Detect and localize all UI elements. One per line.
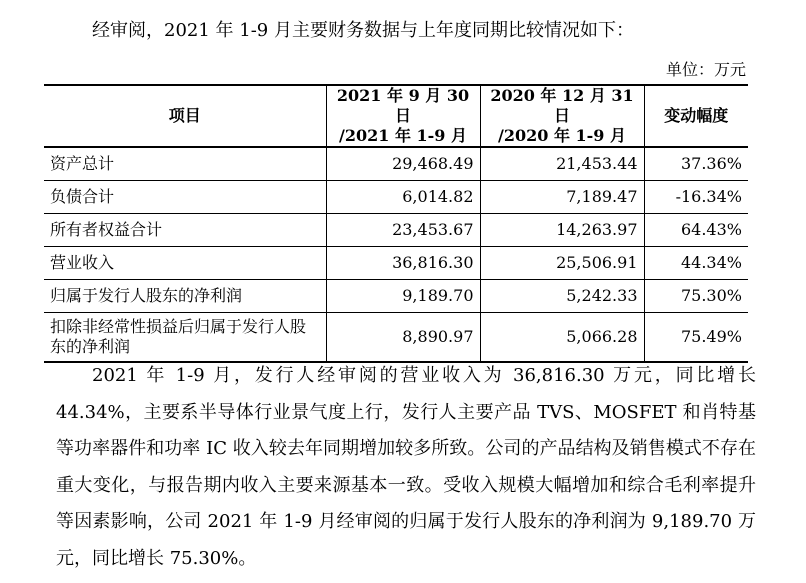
change-value: 75.30%: [644, 279, 748, 312]
header-item: 项目: [168, 106, 201, 125]
table-row: [44, 147, 748, 180]
header-2020-line1: 2020 年 12 月 31 日: [490, 86, 634, 125]
value-2021: 6,014.82: [326, 180, 480, 213]
table-row: [44, 213, 748, 246]
body-paragraph: 2021 年 1-9 月，发行人经审阅的营业收入为 36,816.30 万元，同比增长 44.34%，主要系半导体行业景气度上行，发行人主要产品 TVS、MOSFET 和肖特基等功率器件和功率 IC 收入较去年同期增加较多所致。公司的产品结构及销售模式不存在重大变化，与报告期内收入主要来源基本一致。受收入规模大幅增加和综合毛利率提升等因素影响，公司 2021 年 1-9 月经审阅的归属于发行人股东的净利润为 9,189.70 万元，同比增长 75.30%。: [56, 365, 756, 569]
value-2021: 8,890.97: [326, 312, 480, 362]
row-label: 资产总计: [50, 153, 115, 173]
change-value: -16.34%: [644, 180, 748, 213]
row-label: 营业收入: [50, 252, 115, 272]
row-label: 负债合计: [50, 186, 115, 206]
header-2021-period: [326, 85, 480, 147]
change-value: 64.43%: [644, 213, 748, 246]
table-row: [44, 312, 748, 362]
header-change: 变动幅度: [644, 85, 748, 147]
value-2021: 29,468.49: [326, 147, 480, 180]
change-value: 75.49%: [644, 312, 748, 362]
table-header-row: [44, 85, 748, 147]
value-2020: 7,189.47: [480, 180, 644, 213]
value-2020: 5,066.28: [480, 312, 644, 362]
table-row: [44, 246, 748, 279]
value-2021: 23,453.67: [326, 213, 480, 246]
table-row: [44, 279, 748, 312]
change-value: 44.34%: [644, 246, 748, 279]
value-2020: 14,263.97: [480, 213, 644, 246]
header-2020-line2: /2020 年 1-9 月: [498, 126, 626, 145]
value-2020: 5,242.33: [480, 279, 644, 312]
row-label: 所有者权益合计: [50, 219, 163, 239]
table-row: [44, 180, 748, 213]
intro-sentence: 经审阅，2021 年 1-9 月主要财务数据与上年度同期比较情况如下：: [92, 20, 634, 41]
unit-label: 单位：万元: [665, 60, 746, 79]
value-2020: 21,453.44: [480, 147, 644, 180]
financial-comparison-table: [44, 84, 748, 363]
row-label: 扣除非经常性损益后归属于发行人股东的净利润: [50, 316, 307, 356]
header-2021-line2: /2021 年 1-9 月: [339, 126, 467, 145]
change-value: 37.36%: [644, 147, 748, 180]
value-2021: 36,816.30: [326, 246, 480, 279]
row-label: 归属于发行人股东的净利润: [50, 285, 243, 305]
value-2021: 9,189.70: [326, 279, 480, 312]
header-2021-line1: 2021 年 9 月 30 日: [336, 86, 470, 125]
header-2020-period: [480, 85, 644, 147]
value-2020: 25,506.91: [480, 246, 644, 279]
